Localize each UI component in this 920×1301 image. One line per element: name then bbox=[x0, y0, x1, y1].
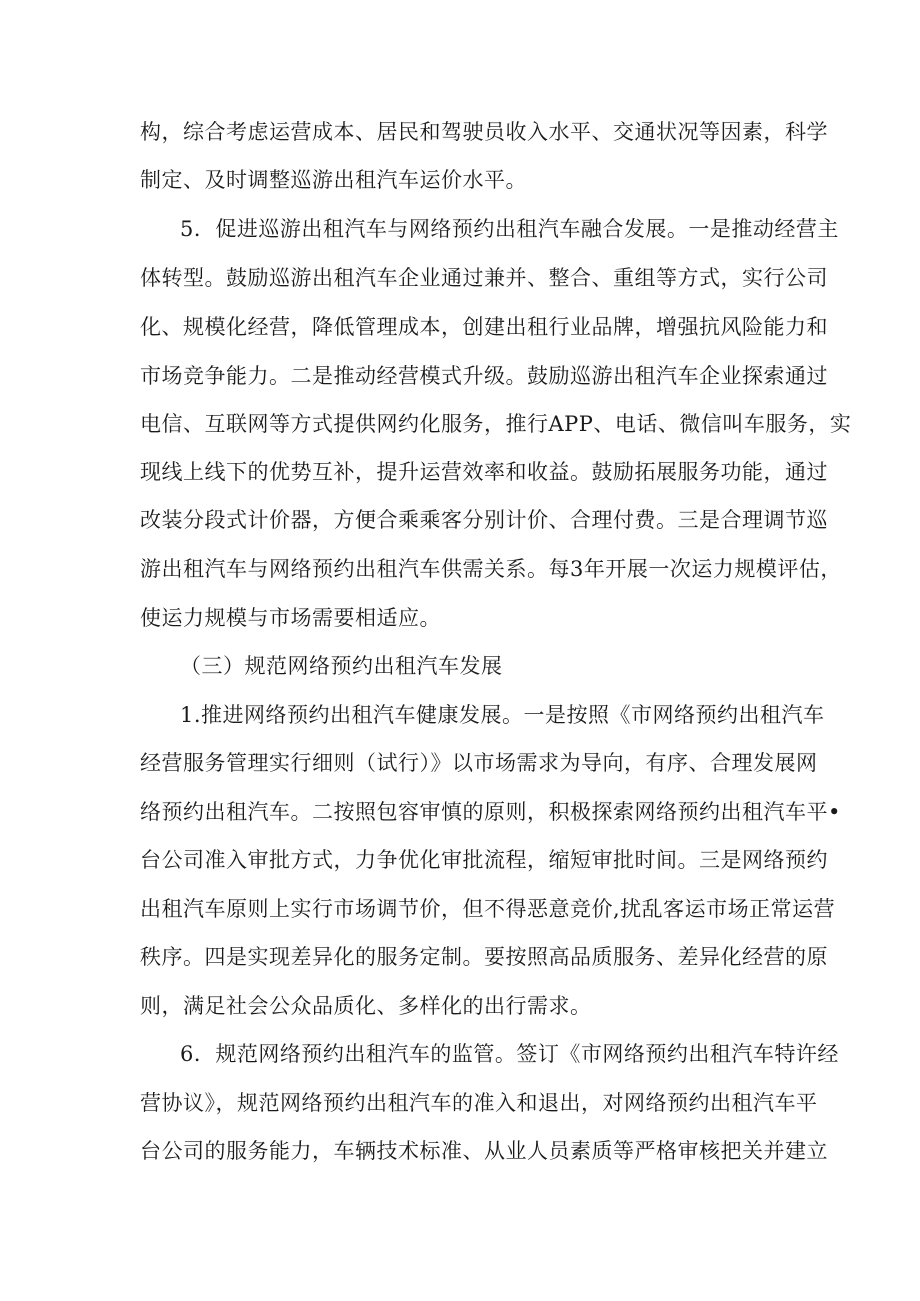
paragraph-line: 电信、互联网等方式提供网约化服务，推行APP、电话、微信叫车服务，实 bbox=[140, 412, 852, 436]
paragraph-line: 5．促进巡游出租汽车与网络预约出租汽车融合发展。一是推动经营主 bbox=[180, 217, 839, 241]
paragraph-line: 秩序。四是实现差异化的服务定制。要按照高品质服务、差异化经营的原 bbox=[140, 945, 828, 969]
paragraph-line: 台公司的服务能力，车辆技术标准、从业人员素质等严格审核把关并建立 bbox=[140, 1139, 828, 1163]
paragraph-line: 现线上线下的优势互补，提升运营效率和收益。鼓励拓展服务功能，通过 bbox=[140, 460, 828, 484]
paragraph-line: 营协议》，规范网络预约出租汽车的准入和退出，对网络预约出租汽车平 bbox=[140, 1091, 818, 1115]
paragraph-line: 游出租汽车与网络预约出租汽车供需关系。每3年开展一次运力规模评估， bbox=[140, 557, 842, 581]
paragraph-line: 台公司准入审批方式，力争优化审批流程，缩短审批时间。三是网络预约 bbox=[140, 848, 828, 872]
paragraph-line: 制定、及时调整巡游出租汽车运价水平。 bbox=[140, 168, 527, 192]
paragraph-line: 出租汽车原则上实行市场调节价，但不得恶意竞价,扰乱客运市场正常运营 bbox=[140, 897, 836, 921]
paragraph-line: 经营服务管理实行细则（试行）》以市场需求为导向，有序、合理发展网 bbox=[140, 751, 818, 775]
paragraph-line: 化、规模化经营，降低管理成本，创建出租行业品牌，增强抗风险能力和 bbox=[140, 315, 828, 339]
paragraph-line: 络预约出租汽车。二按照包容审慎的原则，积极探索网络预约出租汽车平• bbox=[140, 800, 841, 824]
paragraph-line: 使运力规模与市场需要相适应。 bbox=[140, 606, 441, 630]
paragraph-line: 改装分段式计价器，方便合乘乘客分别计价、合理付费。三是合理调节巡 bbox=[140, 508, 828, 532]
section-heading: （三）规范网络预约出租汽车发展 bbox=[180, 654, 503, 678]
paragraph-line: 6．规范网络预约出租汽车的监管。签订《市网络预约出租汽车特许经 bbox=[180, 1042, 839, 1066]
paragraph-line: 则，满足社会公众品质化、多样化的出行需求。 bbox=[140, 994, 592, 1018]
paragraph-line: 市场竞争能力。二是推动经营模式升级。鼓励巡游出租汽车企业探索通过 bbox=[140, 364, 828, 388]
paragraph-line: 体转型。鼓励巡游出租汽车企业通过兼并、整合、重组等方式，实行公司 bbox=[140, 266, 828, 290]
paragraph-line: 构，综合考虑运营成本、居民和驾驶员收入水平、交通状况等因素，科学 bbox=[140, 120, 828, 144]
paragraph-line: 1.推进网络预约出租汽车健康发展。一是按照《市网络预约出租汽车 bbox=[180, 703, 825, 727]
